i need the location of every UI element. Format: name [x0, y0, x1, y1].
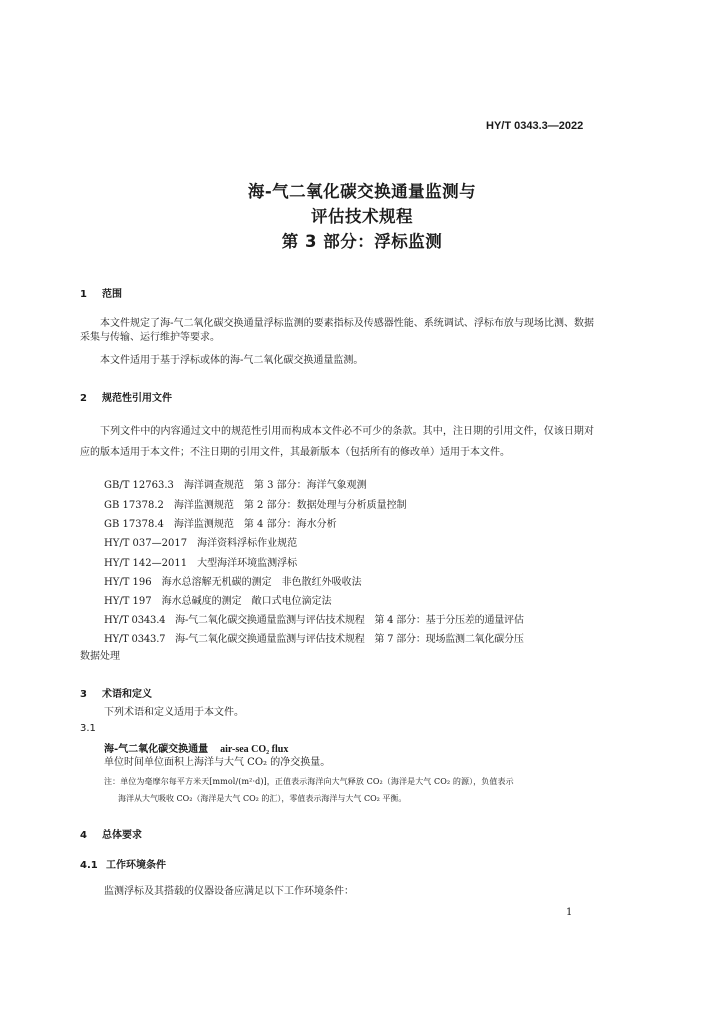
section-2-number: 2: [80, 393, 87, 404]
reference-item: [104, 611, 524, 626]
section-4-number: 4: [80, 830, 87, 841]
subsection-4-1-text: 监测浮标及其搭载的仪器设备应满足以下工作环境条件：: [104, 886, 354, 897]
section-1-heading: [80, 285, 122, 300]
section-3-intro: 下列术语和定义适用于本文件。: [104, 707, 244, 718]
reference-code: GB/T 12763.3: [104, 480, 174, 491]
reference-item: [104, 496, 407, 511]
reference-code: HY/T 037—2017: [104, 538, 188, 549]
reference-title: 海水总碱度的测定 敞口式电位滴定法: [161, 596, 332, 607]
term-chinese: 海-气二氧化碳交换通量: [104, 744, 209, 755]
section-2-intro: 下列文件中的内容通过文中的规范性引用而构成本文件必不可少的条款。其中，注日期的引用文件，仅该日期对应的版本适用于本文件；不注日期的引用文件，其最新版本（包括所有的修改单）适用于本文件。: [80, 426, 594, 458]
reference-title: 海洋调查规范 第 3 部分：海洋气象观测: [183, 480, 367, 491]
section-1-number: 1: [80, 289, 87, 300]
reference-code: GB 17378.4: [104, 519, 164, 530]
subsection-4-1-heading: [80, 856, 166, 871]
reference-title: 海洋资料浮标作业规范: [197, 538, 298, 549]
section-4-title: 总体要求: [102, 830, 142, 841]
section-3-title: 术语和定义: [102, 689, 152, 700]
term-definition: 单位时间单位面积上海洋与大气 CO₂ 的净交换量。: [104, 757, 331, 768]
reference-title: 海洋监测规范 第 2 部分：数据处理与分析质量控制: [173, 500, 407, 511]
term-number: 3.1: [80, 723, 96, 734]
section-4-heading: [80, 826, 142, 841]
reference-item: [104, 592, 332, 607]
section-3-number: 3: [80, 689, 87, 700]
subsection-4-1-number: 4.1: [80, 860, 98, 871]
term-note-line-2: 海洋从大气吸收 CO₂（海洋是大气 CO₂ 的汇），零值表示海洋与大气 CO₂ 平衡。: [118, 794, 407, 803]
section-2-heading: [80, 389, 172, 404]
reference-item: [104, 573, 362, 588]
reference-code: HY/T 142—2011: [104, 558, 188, 569]
reference-item: [104, 554, 297, 569]
reference-title: 大型海洋环境监测浮标: [197, 558, 298, 569]
subsection-4-1-title: 工作环境条件: [106, 860, 166, 871]
reference-title: 海-气二氧化碳交换通量监测与评估技术规程 第 4 部分：基于分压差的通量评估: [175, 615, 524, 626]
reference-code: HY/T 0343.7: [104, 634, 166, 645]
reference-code: HY/T 196: [104, 577, 152, 588]
section-1-paragraph-1: 本文件规定了海-气二氧化碳交换通量浮标监测的要素指标及传感器性能、系统调试、浮标布放与现场比测、数据采集与传输、运行维护等要求。: [80, 318, 594, 343]
standard-code: HY/T 0343.3—2022: [486, 120, 584, 132]
reference-title: 海-气二氧化碳交换通量监测与评估技术规程 第 7 部分：现场监测二氧化碳分压: [175, 634, 524, 645]
reference-item: [104, 476, 367, 491]
section-3-heading: [80, 685, 152, 700]
term-english: air-sea CO₂ flux: [220, 744, 289, 755]
reference-item: [104, 515, 337, 530]
doc-title-line-2: 评估技术规程: [311, 207, 413, 226]
reference-title: 海洋监测规范 第 4 部分：海水分析: [173, 519, 337, 530]
reference-code: HY/T 197: [104, 596, 152, 607]
reference-code: HY/T 0343.4: [104, 615, 166, 626]
term-entry: [104, 740, 288, 755]
reference-item: [104, 630, 524, 645]
doc-title-line-1: 海-气二氧化碳交换通量监测与: [247, 182, 477, 201]
page-number: 1: [566, 907, 573, 918]
reference-code: GB 17378.2: [104, 500, 164, 511]
reference-continuation: 数据处理: [80, 651, 120, 662]
doc-title-line-3: 第 3 部分：浮标监测: [281, 232, 443, 251]
term-note-line-1: 注：单位为毫摩尔每平方米天[mmol/(m²·d)]，正值表示海洋向大气释放 CO₂（海洋是大气 CO₂ 的源），负值表示: [104, 777, 514, 786]
reference-item: [104, 534, 297, 549]
section-1-paragraph-2: 本文件适用于基于浮标或体的海-气二氧化碳交换通量监测。: [100, 355, 364, 366]
section-2-title: 规范性引用文件: [102, 393, 172, 404]
reference-title: 海水总溶解无机碳的测定 非色散红外吸收法: [161, 577, 362, 588]
section-1-title: 范围: [102, 289, 122, 300]
